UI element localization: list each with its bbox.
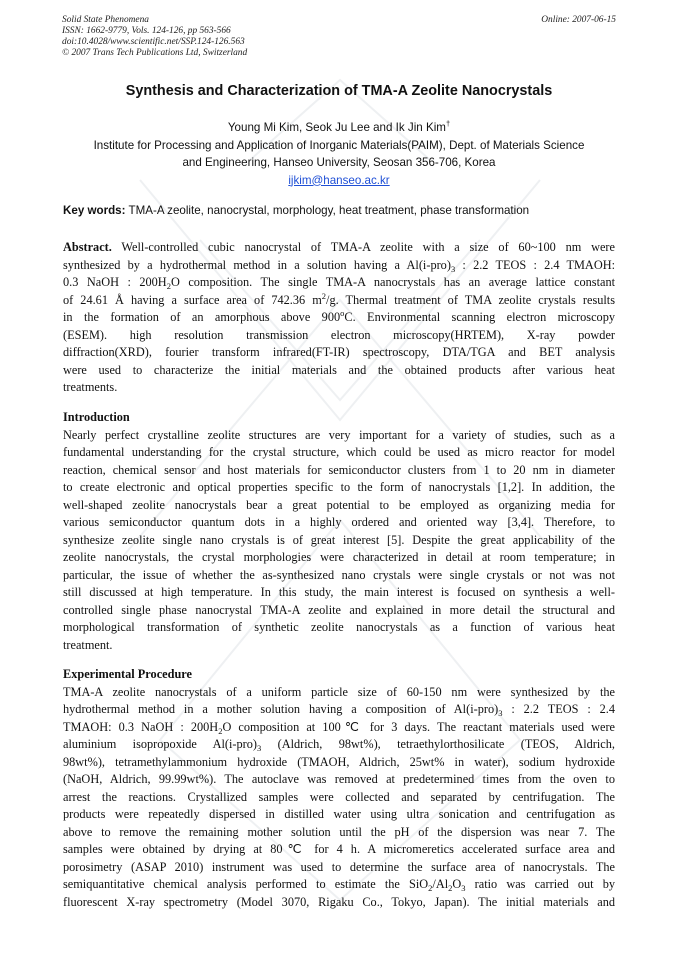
introduction-line: still discussed at high temperature. In this study, the main interest is focused on synthesis a well- [63,585,615,599]
author-names-text: Young Mi Kim, Seok Ju Lee and Ik Jin Kim [227,121,446,134]
keywords-label: Key words: [63,204,126,217]
introduction-line: well-shaped zeolite nanocrystals bear a great potential to be employed as organizing media for [63,497,615,512]
superscript: 2 [321,290,327,301]
experimental-text: (Aldrich, 98wt%), tetraethylorthosilicate (TEOS, Aldrich, [261,737,615,751]
introduction-heading: Introduction [63,410,130,424]
abstract-text: Well-controlled cubic nanocrystal of TMA-A zeolite with a size of 60~100 nm were [121,240,615,254]
introduction-line: treatment. [63,637,113,652]
abstract-text: C. Environmental scanning electron microscopy [344,310,615,324]
author-email-link[interactable]: ijkim@hanseo.ac.kr [288,173,390,187]
abstract-text: 0.3 NaOH : 200H [63,275,167,289]
abstract-line: diffraction(XRD), fourier transform infrared(FT-IR) spectroscopy, DTA/TGA and BET analysis [63,345,615,359]
abstract-line [63,292,615,310]
abstract-label: Abstract. [63,240,112,254]
experimental-line [63,701,615,719]
experimental-text: /Al [432,877,449,891]
introduction-line: morphological transformation of synthetic zeolite nanocrystals as a function of various heat [63,620,615,634]
experimental-text: ratio was carried out by [465,877,616,891]
abstract-line [63,274,615,292]
online-date: Online: 2007-06-15 [541,15,616,25]
experimental-line [63,719,615,737]
copyright-line: © 2007 Trans Tech Publications Ltd, Switzerland [62,48,248,58]
abstract-line [63,309,615,327]
subscript: 3 [450,263,456,274]
introduction-line: fundamental understanding for the crystal structure, which could be used as micro reactor for model [63,445,615,459]
experimental-line: (NaOH, Aldrich, 99.99wt%). The autoclave was removed at predetermined times from the oven to [63,772,615,786]
superscript: o [340,308,345,318]
experimental-line: samples were obtained by drying at 80℃ for 4 h. A micromeretics accelerated surface area and [63,842,615,856]
journal-name: Solid State Phenomena [62,15,149,25]
experimental-text: O composition at 100℃ for 3 days. The reactant materials used were [222,719,615,734]
subscript: 3 [256,743,262,753]
experimental-text: TMAOH: 0.3 NaOH : 200H [63,719,219,734]
introduction-section [63,409,615,654]
experimental-line: fluorescent X-ray spectrometry (Model 3070, Rigaku Co., Tokyo, Japan). The initial materials and [63,894,615,909]
affiliation-line-1: Institute for Processing and Application of Inorganic Materials(PAIM), Dept. of Materials Science [93,138,585,152]
experimental-line: 98wt%), tetramethylammonium hydroxide (TMAOH, Aldrich, 25wt% in water), sodium hydroxide [63,754,615,769]
abstract-text: O composition. The single TMA-A nanocrystals has an average lattice constant [170,275,616,289]
subscript: 2 [218,725,223,736]
experimental-text: : 2.2 TEOS : 2.4 [502,702,615,716]
keywords-text: TMA-A zeolite, nanocrystal, morphology, heat treatment, phase transformation [128,204,530,217]
author-names [40,119,638,137]
introduction-line: to create electronic and optical properties specific to the form of nanocrystals [1,2]. In addition, the [63,480,615,494]
subscript: 2 [428,883,433,893]
abstract-text: in the formation of an amorphous above 900 [63,310,341,324]
abstract-line: were used to characterize the initial materials and the obtained products after various heat [63,362,615,377]
publication-header [62,15,618,59]
experimental-text: aluminium isopropoxide Al(i-pro) [63,737,257,751]
experimental-text: hydrothermal method in a mother solution having a composition of Al(i-pro) [63,702,499,716]
paper-title: Synthesis and Characterization of TMA-A Zeolite Nanocrystals [125,83,553,99]
subscript: 3 [498,708,503,718]
experimental-section [63,666,615,911]
subscript: 3 [461,883,466,893]
experimental-text: semiquantitative chemical analysis performed to estimate the SiO [63,877,429,891]
abstract-text: /g. Thermal treatment of TMA zeolite crystals results [326,292,615,307]
doi-line: doi:10.4028/www.scientific.net/SSP.124-126.563 [62,37,245,47]
abstract-line [63,257,615,275]
introduction-line: particular, the issue of whether the as-synthesized nano crystals were single crystals or not was not [63,567,615,582]
author-block [40,119,638,189]
issn-line: ISSN: 1662-9779, Vols. 124-126, pp 563-566 [62,26,231,36]
abstract-text: of 24.61 Å having a surface area of 742.36 m [63,292,322,307]
introduction-line: various semiconductor quantum dots in a highly ordered and oriented way [3,4]. Therefore, to [63,515,615,529]
experimental-heading: Experimental Procedure [63,667,192,681]
abstract-section [63,239,615,397]
dagger-mark: † [445,119,451,128]
experimental-line: above to remove the remaining mother solution until the pH of the dispersion was near 7. The [63,824,615,839]
abstract-line [63,239,615,257]
introduction-line: Nearly perfect crystalline zeolite structures are very important for a variety of studies, such as a [63,427,615,442]
subscript: 2 [166,281,171,291]
abstract-text: synthesized by a hydrothermal method in a solution having a Al(i-pro) [63,257,451,272]
keywords [63,204,619,217]
experimental-line [63,876,615,894]
abstract-text: : 2.2 TEOS : 2.4 TMAOH: [455,257,615,272]
experimental-line: arrest the reactions. Crystallized samples were collected and separated by centrifugation. The [63,789,615,804]
introduction-line: controlled single phase nanocrystal TMA-A zeolite and explained in more detail the structural and [63,602,615,617]
subscript: 2 [448,883,453,893]
affiliation-line-2: and Engineering, Hanseo University, Seosan 356-706, Korea [182,156,496,169]
experimental-line: porosimetry (ASAP 2010) instrument was used to determine the surface area of nanocrystals. The [63,859,615,874]
abstract-line: treatments. [63,380,118,394]
experimental-line [63,736,615,754]
experimental-line: products were repeatedly dispersed in distilled water using ultra sonication and centrifugation as [63,807,615,821]
abstract-line: (ESEM). high resolution transmission electron microscopy(HRTEM), X-ray powder [63,327,615,342]
introduction-line: reaction, chemical sensor and host materials for semiconductor clusters from 1 to 20 nm in diameter [63,462,615,477]
introduction-line: zeolite nanocrystals, the crystal morphologies were characterized in detail at room temperature; in [63,550,615,564]
introduction-line: synthesize zeolite single nano crystals is of great interest [5]. Despite the great applicability of the [63,532,615,547]
experimental-line: TMA-A zeolite nanocrystals of a uniform particle size of 60-150 nm were synthesized by the [63,684,615,699]
experimental-text: O [452,877,462,891]
email-line [40,172,638,190]
